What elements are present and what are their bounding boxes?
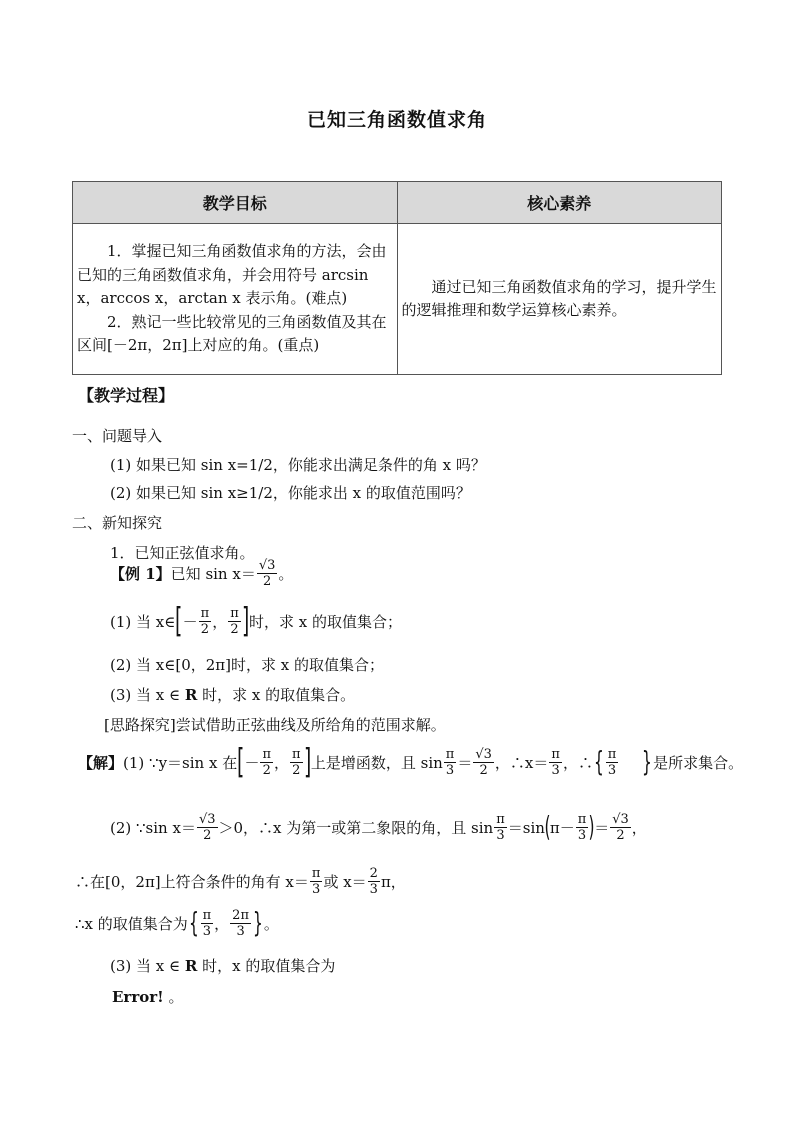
right-bracket: ] bbox=[241, 601, 250, 641]
example-text: 已知 sin x＝ bbox=[170, 565, 256, 583]
goals-cell bbox=[73, 224, 398, 375]
solution-2-line: (2) ∵sin x＝ $\frac{√3}{2}$ ＞0，∴x 为第一或第二象限的角，且 sin $\frac{\pi}{3}$ ＝sin ( π－ $\frac{\pi}{3}$ ) ＝ $\frac{√3}{2}$ ， bbox=[110, 810, 647, 843]
header-teaching-goals: 教学目标 bbox=[73, 182, 398, 224]
part-1-line: (1) 当 x∈ [ － $\frac{\pi}{2}$ ， $\frac{\pi}{2}$ ] 时，求 x 的取值集合； bbox=[110, 601, 403, 641]
question-1: (1) 如果已知 sin x=1/2，你能求出满足条件的角 x 吗？ bbox=[110, 456, 486, 474]
hint-line: [思路探究]尝试借助正弦曲线及所给角的范围求解。 bbox=[104, 716, 446, 734]
example-1-line bbox=[110, 558, 293, 589]
section1-heading: 一、问题导入 bbox=[72, 427, 163, 445]
literacy-cell: 通过已知三角函数值求角的学习，提升学生的逻辑推理和数学运算核心素养。 bbox=[397, 224, 722, 375]
subsection-1: 1．已知正弦值求角。 bbox=[110, 544, 255, 562]
header-core-literacy: 核心素养 bbox=[397, 182, 722, 224]
period: 。 bbox=[278, 565, 294, 583]
part-1-prefix: (1) 当 x∈ bbox=[110, 612, 176, 631]
goal-1: 1．掌握已知三角函数值求角的方法，会由已知的三角函数值求角，并会用符号 arcsin x，arccos x，arctan x 表示角。(难点) bbox=[77, 242, 387, 308]
goal-2: 2．熟记一些比较常见的三角函数值及其在区间[－2π，2π]上对应的角。(重点) bbox=[77, 312, 387, 355]
error-text: Error! bbox=[112, 988, 164, 1006]
example-label: 【例 1】 bbox=[110, 565, 171, 583]
solution-2-angles: ∴在[0，2π]上符合条件的角有 x＝ $\frac{\pi}{3}$ 或 x＝ $\frac{2}{3}$ π， bbox=[75, 866, 406, 897]
page-title: 已知三角函数值求角 bbox=[306, 109, 487, 131]
solution-3-line: (3) 当 x ∈ R 时，x 的取值集合为 bbox=[110, 957, 336, 975]
part-1-suffix: 时，求 x 的取值集合； bbox=[249, 612, 403, 631]
goals-table bbox=[72, 181, 722, 375]
error-line: Error! 。 bbox=[112, 988, 184, 1006]
fraction-pi-over-2: $\frac{\pi}{2}$ bbox=[230, 605, 239, 637]
question-2: (2) 如果已知 sin x≥1/2，你能求出 x 的取值范围吗？ bbox=[110, 484, 471, 502]
denominator: 2 bbox=[262, 574, 272, 589]
fraction-pi-over-2: $\frac{\pi}{2}$ bbox=[200, 605, 210, 637]
part-2-line: (2) 当 x∈[0，2π]时，求 x 的取值集合； bbox=[110, 656, 384, 674]
solution-2-set: ∴x 的取值集合为 { $\frac{\pi}{3}$ ， $\frac{2\pi}{3}$ } 。 bbox=[75, 906, 279, 939]
numerator: √3 bbox=[258, 558, 276, 573]
solution-1-line: 【解】 (1) ∵y＝sin x 在 [ － $\frac{\pi}{2}$ ， $\frac{\pi}{2}$ ] 上是增函数，且 sin $\frac{\pi}{3}$ ＝ $\frac{√3}{2}$ ，∴x＝ $\frac{\pi}{3}$ ，∴ { $\frac{\pi}{3}$ } 是所求集合。 bbox=[78, 742, 744, 782]
solution-label: 【解】 bbox=[78, 753, 124, 772]
fraction-sqrt3-over-2 bbox=[257, 558, 278, 589]
process-heading: 【教学过程】 bbox=[78, 386, 175, 405]
left-bracket: [ bbox=[175, 601, 183, 641]
section2-heading: 二、新知探究 bbox=[72, 514, 163, 532]
part-3-line: (3) 当 x ∈ R 时，求 x 的取值集合。 bbox=[110, 686, 356, 704]
